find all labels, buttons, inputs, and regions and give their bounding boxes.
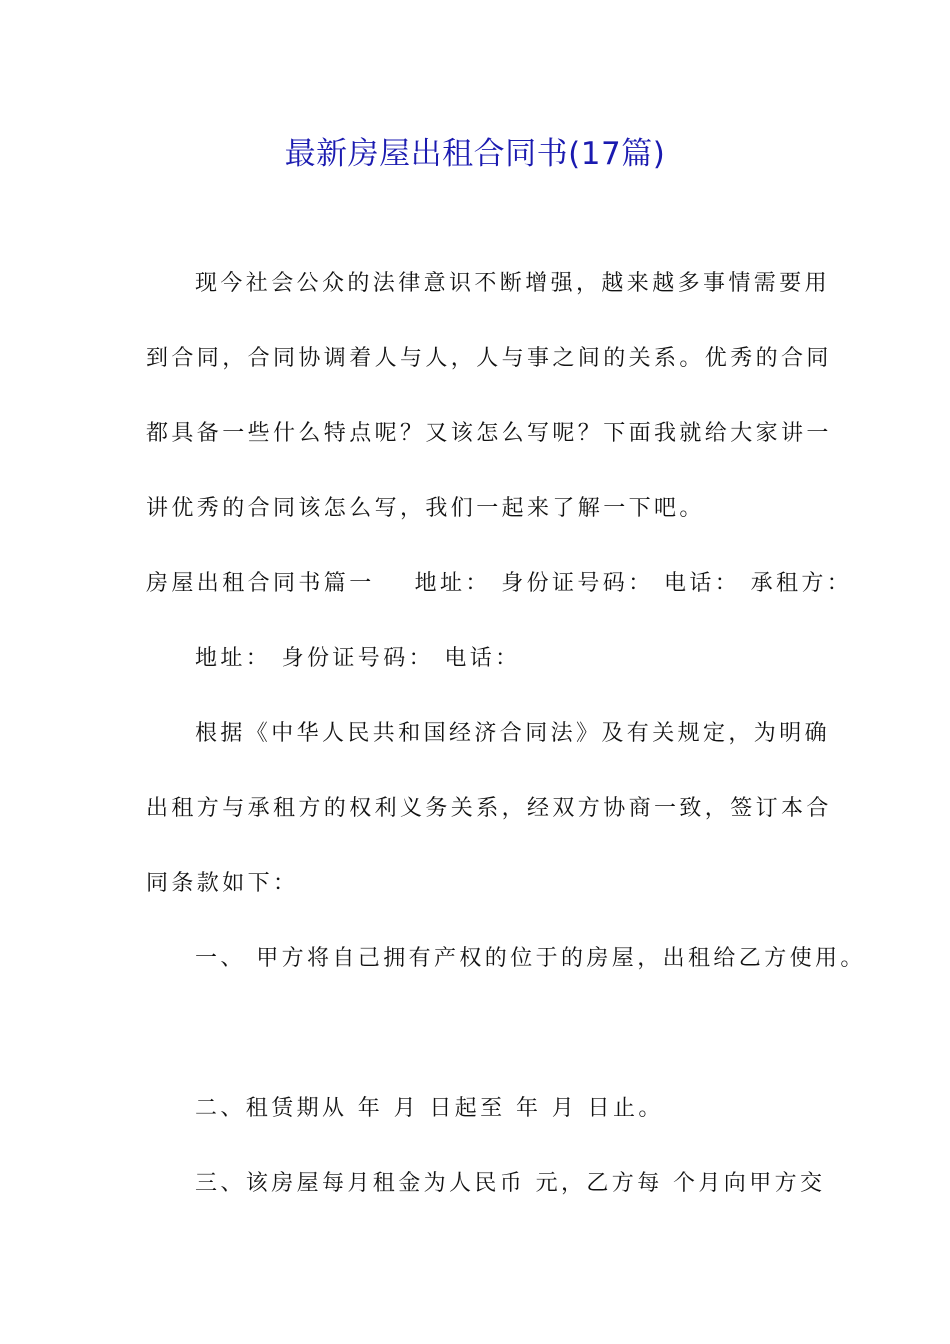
party-info-line: 地址： 身份证号码： 电话： <box>195 646 521 671</box>
paragraph-line: 出租方与承租方的权利义务关系，经双方协商一致，签订本合 <box>146 796 832 821</box>
clause-line: 二、租赁期从 年 月 日起至 年 月 日止。 <box>195 1096 664 1121</box>
section-heading-line <box>146 569 852 599</box>
section-heading: 房屋出租合同书篇一 <box>146 571 375 596</box>
paragraph-line: 根据《中华人民共和国经济合同法》及有关规定，为明确 <box>195 721 831 746</box>
paragraph-line: 同条款如下： <box>146 871 299 896</box>
paragraph-line: 现今社会公众的法律意识不断增强，越来越多事情需要用 <box>195 271 831 296</box>
document-title: 最新房屋出租合同书(17篇) <box>284 136 666 172</box>
party-info: 地址： 身份证号码： 电话： 承租方： <box>414 571 853 596</box>
paragraph-line: 都具备一些什么特点呢？又该怎么写呢？下面我就给大家讲一 <box>146 421 832 446</box>
clause-line: 一、 甲方将自己拥有产权的位于的房屋，出租给乙方使用。 <box>195 946 866 971</box>
paragraph-line: 到合同，合同协调着人与人，人与事之间的关系。优秀的合同 <box>146 346 832 371</box>
paragraph-line: 讲优秀的合同该怎么写，我们一起来了解一下吧。 <box>146 496 705 521</box>
clause-line: 三、该房屋每月租金为人民币 元，乙方每 个月向甲方交 <box>195 1171 826 1196</box>
